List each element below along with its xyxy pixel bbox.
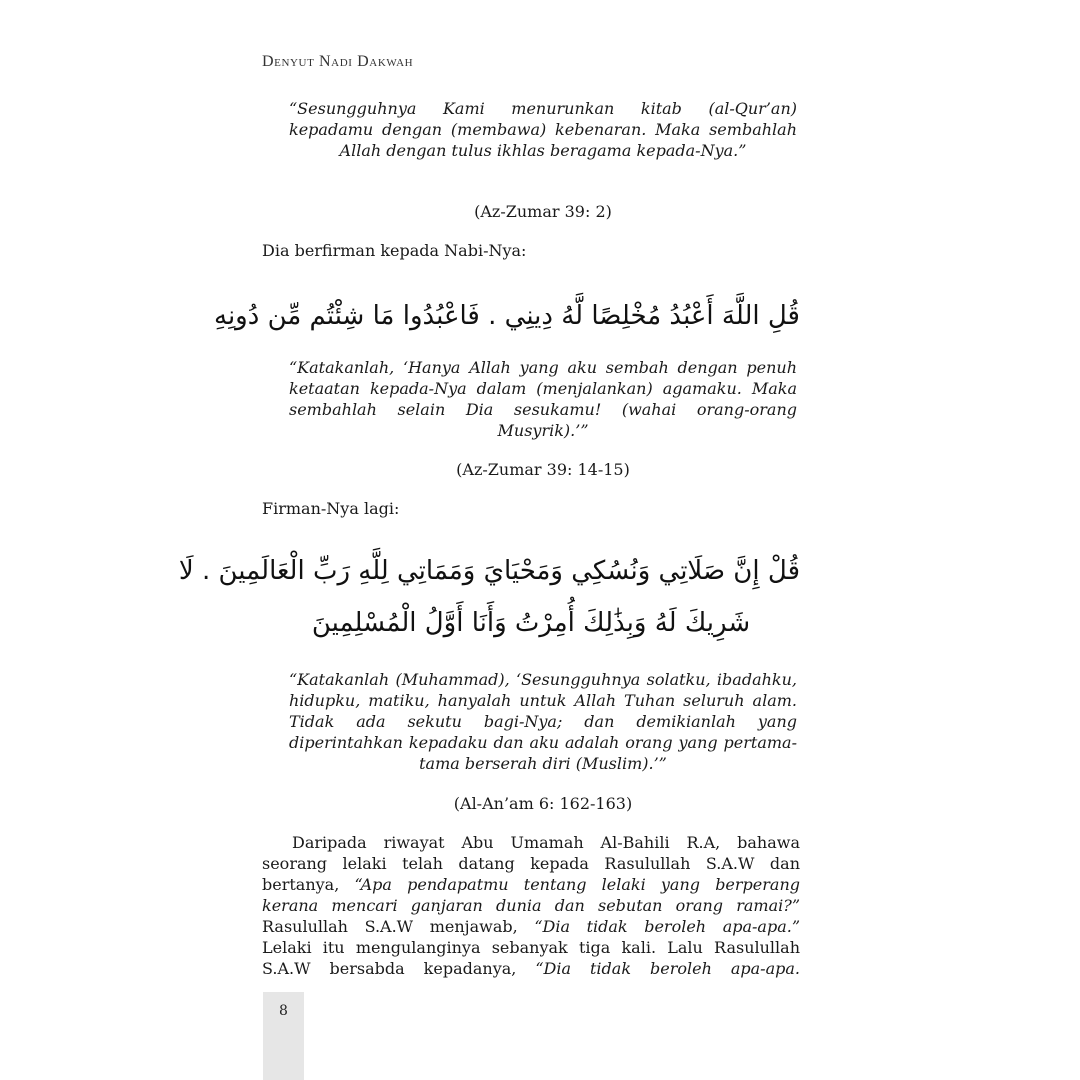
paragraph-italic-text: “Dia tidak beroleh apa-apa. bbox=[535, 959, 800, 978]
arabic-line: قُلِ اللَّهَ أَعْبُدُ مُخْلِصًا لَّهُ دِينِي . فَاعْبُدُوا مَا شِئْتُم مِّن دُونِهِ bbox=[214, 301, 800, 331]
paragraph-line bbox=[262, 916, 800, 937]
paragraph-italic-text: “Dia tidak beroleh apa-apa.” bbox=[534, 917, 801, 936]
paragraph-text: Rasulullah S.A.W menjawab, bbox=[262, 917, 535, 936]
paragraph-text: S.A.W bersabda kepadanya, bbox=[262, 959, 536, 978]
paragraph-text: bertanya, bbox=[262, 875, 355, 894]
arabic-verse-2 bbox=[214, 290, 800, 342]
quote-translation-1: “Sesungguhnya Kami menurunkan kitab (al-Qur’an) kepadamu dengan (membawa) kebenaran. Maka sembahlah Allah dengan tulus ikhlas beragama kepada-Nya.” bbox=[289, 99, 797, 160]
paragraph-line: kerana mencari ganjaran dunia dan sebutan orang ramai?” bbox=[262, 896, 800, 915]
verse-reference-1: (Az-Zumar 39: 2) bbox=[474, 202, 612, 221]
intro-text-3: Firman-Nya lagi: bbox=[262, 499, 400, 518]
paragraph-line: Daripada riwayat Abu Umamah Al-Bahili R.A, bahawa bbox=[292, 833, 800, 852]
quote-translation-3: “Katakanlah (Muhammad), ‘Sesungguhnya solatku, ibadahku, hidupku, matiku, hanyalah untuk Allah Tuhan seluruh alam. Tidak ada sekutu bagi-Nya; dan demikianlah yang diperintahkan kepadaku dan aku adalah orang yang pertama-tama berserah diri (Muslim).’” bbox=[289, 670, 797, 773]
quote-translation-2: “Katakanlah, ‘Hanya Allah yang aku sembah dengan penuh ketaatan kepada-Nya dalam (menjalankan) agamaku. Maka sembahlah selain Dia sesukamu! (wahai orang-orang Musyrik).’” bbox=[289, 358, 797, 440]
arabic-line: شَرِيكَ لَهُ وَبِذَٰلِكَ أُمِرْتُ وَأَنَا أَوَّلُ الْمُسْلِمِينَ bbox=[311, 608, 751, 638]
paragraph-italic-text: “Apa pendapatmu tentang lelaki yang berperang bbox=[354, 875, 800, 894]
paragraph-line: Lelaki itu mengulanginya sebanyak tiga kali. Lalu Rasulullah bbox=[262, 938, 800, 957]
verse-reference-3: (Al-An’am 6: 162-163) bbox=[453, 794, 633, 813]
paragraph-line bbox=[262, 958, 800, 979]
running-head: Denyut Nadi Dakwah bbox=[262, 53, 414, 70]
arabic-verse-3 bbox=[178, 545, 800, 649]
page-number: 8 bbox=[279, 1003, 288, 1019]
paragraph-line bbox=[262, 874, 800, 895]
verse-reference-2: (Az-Zumar 39: 14-15) bbox=[456, 460, 630, 479]
body-paragraph bbox=[262, 832, 800, 979]
intro-text-2: Dia berfirman kepada Nabi-Nya: bbox=[262, 241, 527, 260]
book-page bbox=[178, 0, 801, 1080]
paragraph-line: seorang lelaki telah datang kepada Rasulullah S.A.W dan bbox=[262, 854, 800, 873]
arabic-line: قُلْ إِنَّ صَلَاتِي وَنُسُكِي وَمَحْيَايَ وَمَمَاتِي لِلَّهِ رَبِّ الْعَالَمِينَ . لَا bbox=[178, 556, 800, 586]
